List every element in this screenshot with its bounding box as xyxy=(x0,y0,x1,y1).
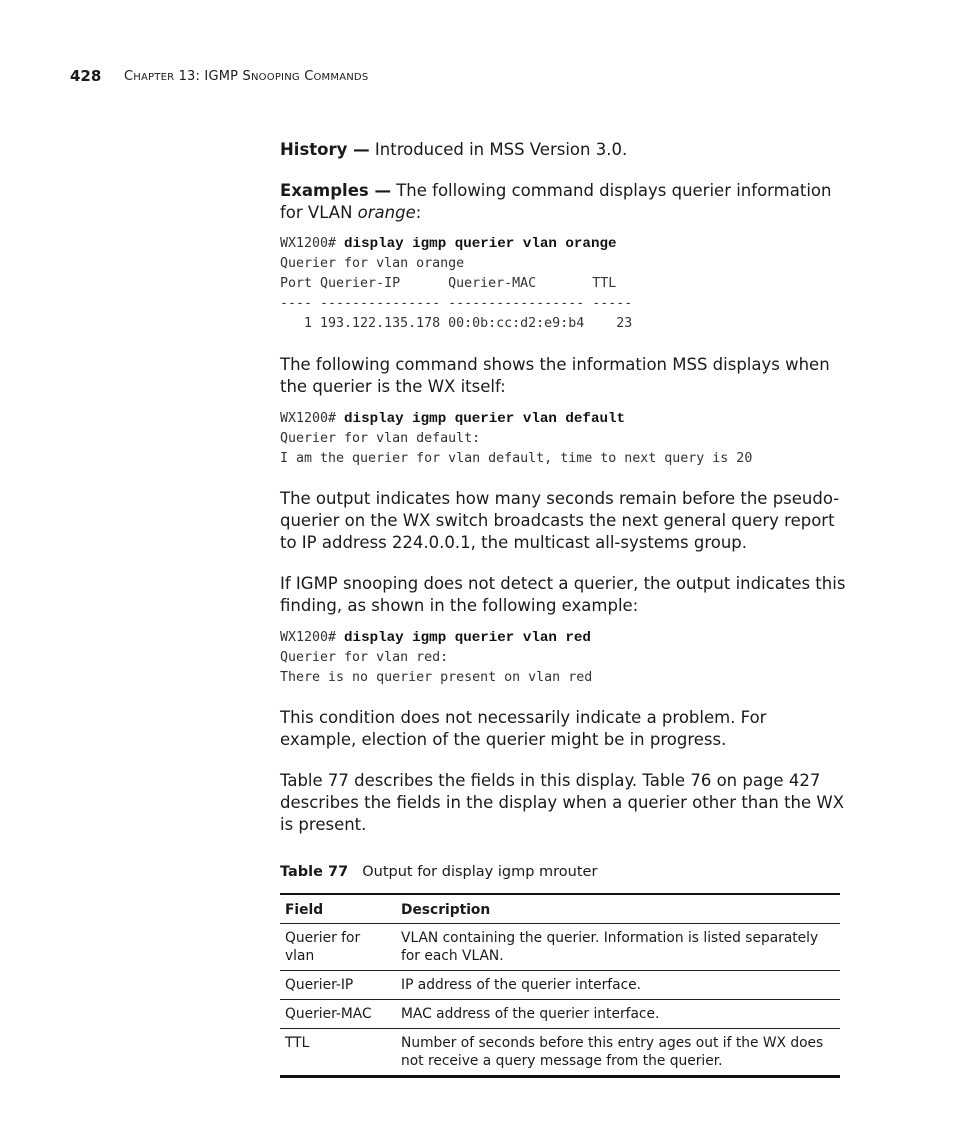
table-row xyxy=(280,971,840,1000)
fields-table xyxy=(280,893,840,1078)
code-output-line: Port Querier-IP Querier-MAC TTL xyxy=(280,276,617,291)
table-cell-field: Querier-MAC xyxy=(280,1000,396,1029)
code-output-line: There is no querier present on vlan red xyxy=(280,670,593,685)
examples-label: Examples — xyxy=(280,181,391,200)
code-output-line: 1 193.122.135.178 00:0b:cc:d2:e9:b4 23 xyxy=(280,316,633,331)
table-header-description: Description xyxy=(396,894,840,924)
code-block-orange xyxy=(280,234,632,334)
table-cell-field: Querier for vlan xyxy=(280,924,396,971)
table-cell-description: VLAN containing the querier. Information is listed separately for each VLAN. xyxy=(396,924,840,971)
table-cell-description: MAC address of the querier interface. xyxy=(396,1000,840,1029)
table-caption xyxy=(280,864,597,880)
table-row xyxy=(280,1029,840,1077)
table-reference-paragraph: Table 77 describes the fields in this display. Table 76 on page 427 describes the fields in the display when a querier other than the WX is present. xyxy=(280,771,845,834)
table-cell-description: Number of seconds before this entry ages out if the WX does not receive a query message from the querier. xyxy=(396,1029,840,1077)
chapter-title xyxy=(124,69,368,84)
code-output-line: Querier for vlan orange xyxy=(280,256,465,271)
history-paragraph xyxy=(280,139,846,161)
code-command: display igmp querier vlan red xyxy=(344,630,591,646)
examples-colon: : xyxy=(415,203,422,222)
table-header-row xyxy=(280,894,840,924)
table-cell-field: Querier-IP xyxy=(280,971,396,1000)
code-prompt: WX1200# xyxy=(280,630,345,645)
code-prompt: WX1200# xyxy=(280,236,345,251)
examples-paragraph xyxy=(280,180,846,224)
chapter-title-part: C xyxy=(124,69,134,84)
examples-vlan-name: orange xyxy=(357,203,416,222)
code-output-line: Querier for vlan red: xyxy=(280,650,449,665)
code-command-line xyxy=(280,409,752,429)
code-command: display igmp querier vlan default xyxy=(344,411,626,427)
code-block-red xyxy=(280,628,592,688)
code-prompt: WX1200# xyxy=(280,411,345,426)
output-paragraph: The output indicates how many seconds remain before the pseudo-querier on the WX switch broadcasts the next general query report to IP address 224.0.0.1, the multicast all-systems group. xyxy=(280,489,840,552)
table-row xyxy=(280,1000,840,1029)
table-caption-text: Output for display igmp mrouter xyxy=(362,864,598,880)
chapter-title-part: NOOPING xyxy=(251,72,300,83)
chapter-title-part: OMMANDS xyxy=(313,72,369,83)
code-output-line: I am the querier for vlan default, time to next query is 20 xyxy=(280,451,753,466)
table-row xyxy=(280,924,840,971)
code-block-default xyxy=(280,409,752,469)
chapter-title-part: HAPTER xyxy=(133,72,175,83)
code-command-line xyxy=(280,628,592,648)
code-output-line: Querier for vlan default: xyxy=(280,431,481,446)
table-caption-label: Table 77 xyxy=(280,864,349,880)
history-label: History — xyxy=(280,140,370,159)
code-command-line xyxy=(280,234,632,254)
chapter-title-part: 13: IGMP xyxy=(174,69,243,84)
chapter-title-part: S xyxy=(242,69,251,84)
table-cell-field: TTL xyxy=(280,1029,396,1077)
table-cell-description: IP address of the querier interface. xyxy=(396,971,840,1000)
history-text: Introduced in MSS Version 3.0. xyxy=(369,140,628,159)
table-header-field: Field xyxy=(280,894,396,924)
examples-text: The following command displays querier information for VLAN xyxy=(280,181,832,222)
no-querier-paragraph: If IGMP snooping does not detect a querier, the output indicates this finding, as shown in the following example: xyxy=(280,574,846,615)
page-number: 428 xyxy=(70,67,102,85)
chapter-title-part: C xyxy=(304,69,314,84)
wx-itself-paragraph: The following command shows the information MSS displays when the querier is the WX itself: xyxy=(280,355,830,396)
condition-paragraph: This condition does not necessarily indicate a problem. For example, election of the querier might be in progress. xyxy=(280,708,767,749)
code-output-line: ---- --------------- ----------------- ----- xyxy=(280,296,633,311)
code-command: display igmp querier vlan orange xyxy=(344,236,617,252)
